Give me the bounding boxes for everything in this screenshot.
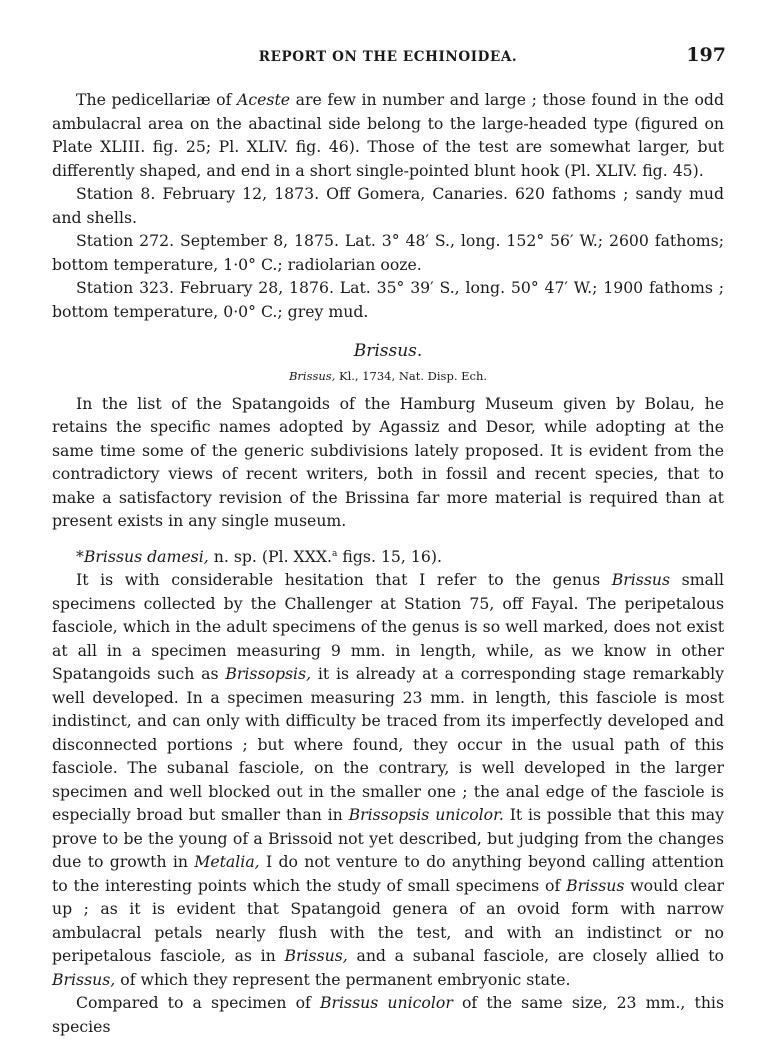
running-head: REPORT ON THE ECHINOIDEA. xyxy=(258,49,518,65)
page-header xyxy=(0,44,776,74)
genus-authority: Brissus, Kl., 1734, Nat. Disp. Ech. xyxy=(288,368,488,383)
page-body xyxy=(52,88,724,1038)
page-number: 197 xyxy=(686,44,726,66)
paragraph-comparison: Compared to a specimen of Brissus unicolor of the same size, 23 mm., this species xyxy=(52,993,724,1036)
station-entry: Station 272. September 8, 1875. Lat. 3° 48′ S., long. 152° 56′ W.; 2600 fathoms; bottom temperature, 1·0° C.; radiolarian ooze. xyxy=(52,231,724,274)
paragraph-pedicellariae: The pedicellariæ of Aceste are few in number and large ; those found in the odd ambulacral area on the abactinal side belong to the large-headed type (figured on Plate XLIII. fig. 25; Pl. XLIV. fig. 46). Those of the test are somewhat larger, but differently shaped, and end in a short single-pointed blunt hook (Pl. XLIV. fig. 45). xyxy=(52,90,724,180)
station-entry: Station 8. February 12, 1873. Off Gomera, Canaries. 620 fathoms ; sandy mud and shells. xyxy=(52,184,724,227)
paragraph-hamburg-museum: In the list of the Spatangoids of the Hamburg Museum given by Bolau, he retains the specific names adopted by Agassiz and Desor, while adopting at the same time some of the generic subdivisions lately proposed. It is evident from the contradictory views of recent writers, both in fossil and recent species, that to make a satisfactory revision of the Brissina far more material is required than at present exists in any single museum. xyxy=(52,393,724,530)
species-heading: *Brissus damesi, n. sp. (Pl. XXX.$^a$ figs. 15, 16). xyxy=(76,546,442,566)
paragraph-species-description: It is with considerable hesitation that I refer to the genus Brissus small specimens collected by the Challenger at Station 75, off Fayal. The peripetalous fasciole, which in the adult specimens of the genus is so well marked, does not exist at all in a specimen measuring 9 mm. in length, while, as we know in other Spatangoids such as Brissopsis, it is already at a corresponding stage remarkably well developed. In a specimen measuring 23 mm. in length, this fasciole is most indistinct, and can only with difficulty be traced from its imperfectly developed and disconnected portions ; but where found, they occur in the usual path of this fasciole. The subanal fasciole, on the contrary, is well developed in the larger specimen and well blocked out in the smaller one ; the anal edge of the fasciole is especially broad but smaller than in Brissopsis unicolor. It is possible that this may prove to be the young of a Brissoid not yet described, but judging from the changes due to growth in Metalia, I do not venture to do anything beyond calling attention to the interesting points which the study of small specimens of Brissus would clear up ; as it is evident that Spatangoid genera of an ovoid form with narrow ambulacral petals nearly flush with the test, and with an indistinct or no peripetalous fasciole, as in Brissus, and a subanal fasciole, are closely allied to Brissus, of which they represent the permanent embryonic state. xyxy=(52,570,725,989)
station-entry: Station 323. February 28, 1876. Lat. 35° 39′ S., long. 50° 47′ W.; 1900 fathoms ; bottom temperature, 0·0° C.; grey mud. xyxy=(52,278,724,321)
section-title: Brissus. xyxy=(353,341,423,361)
